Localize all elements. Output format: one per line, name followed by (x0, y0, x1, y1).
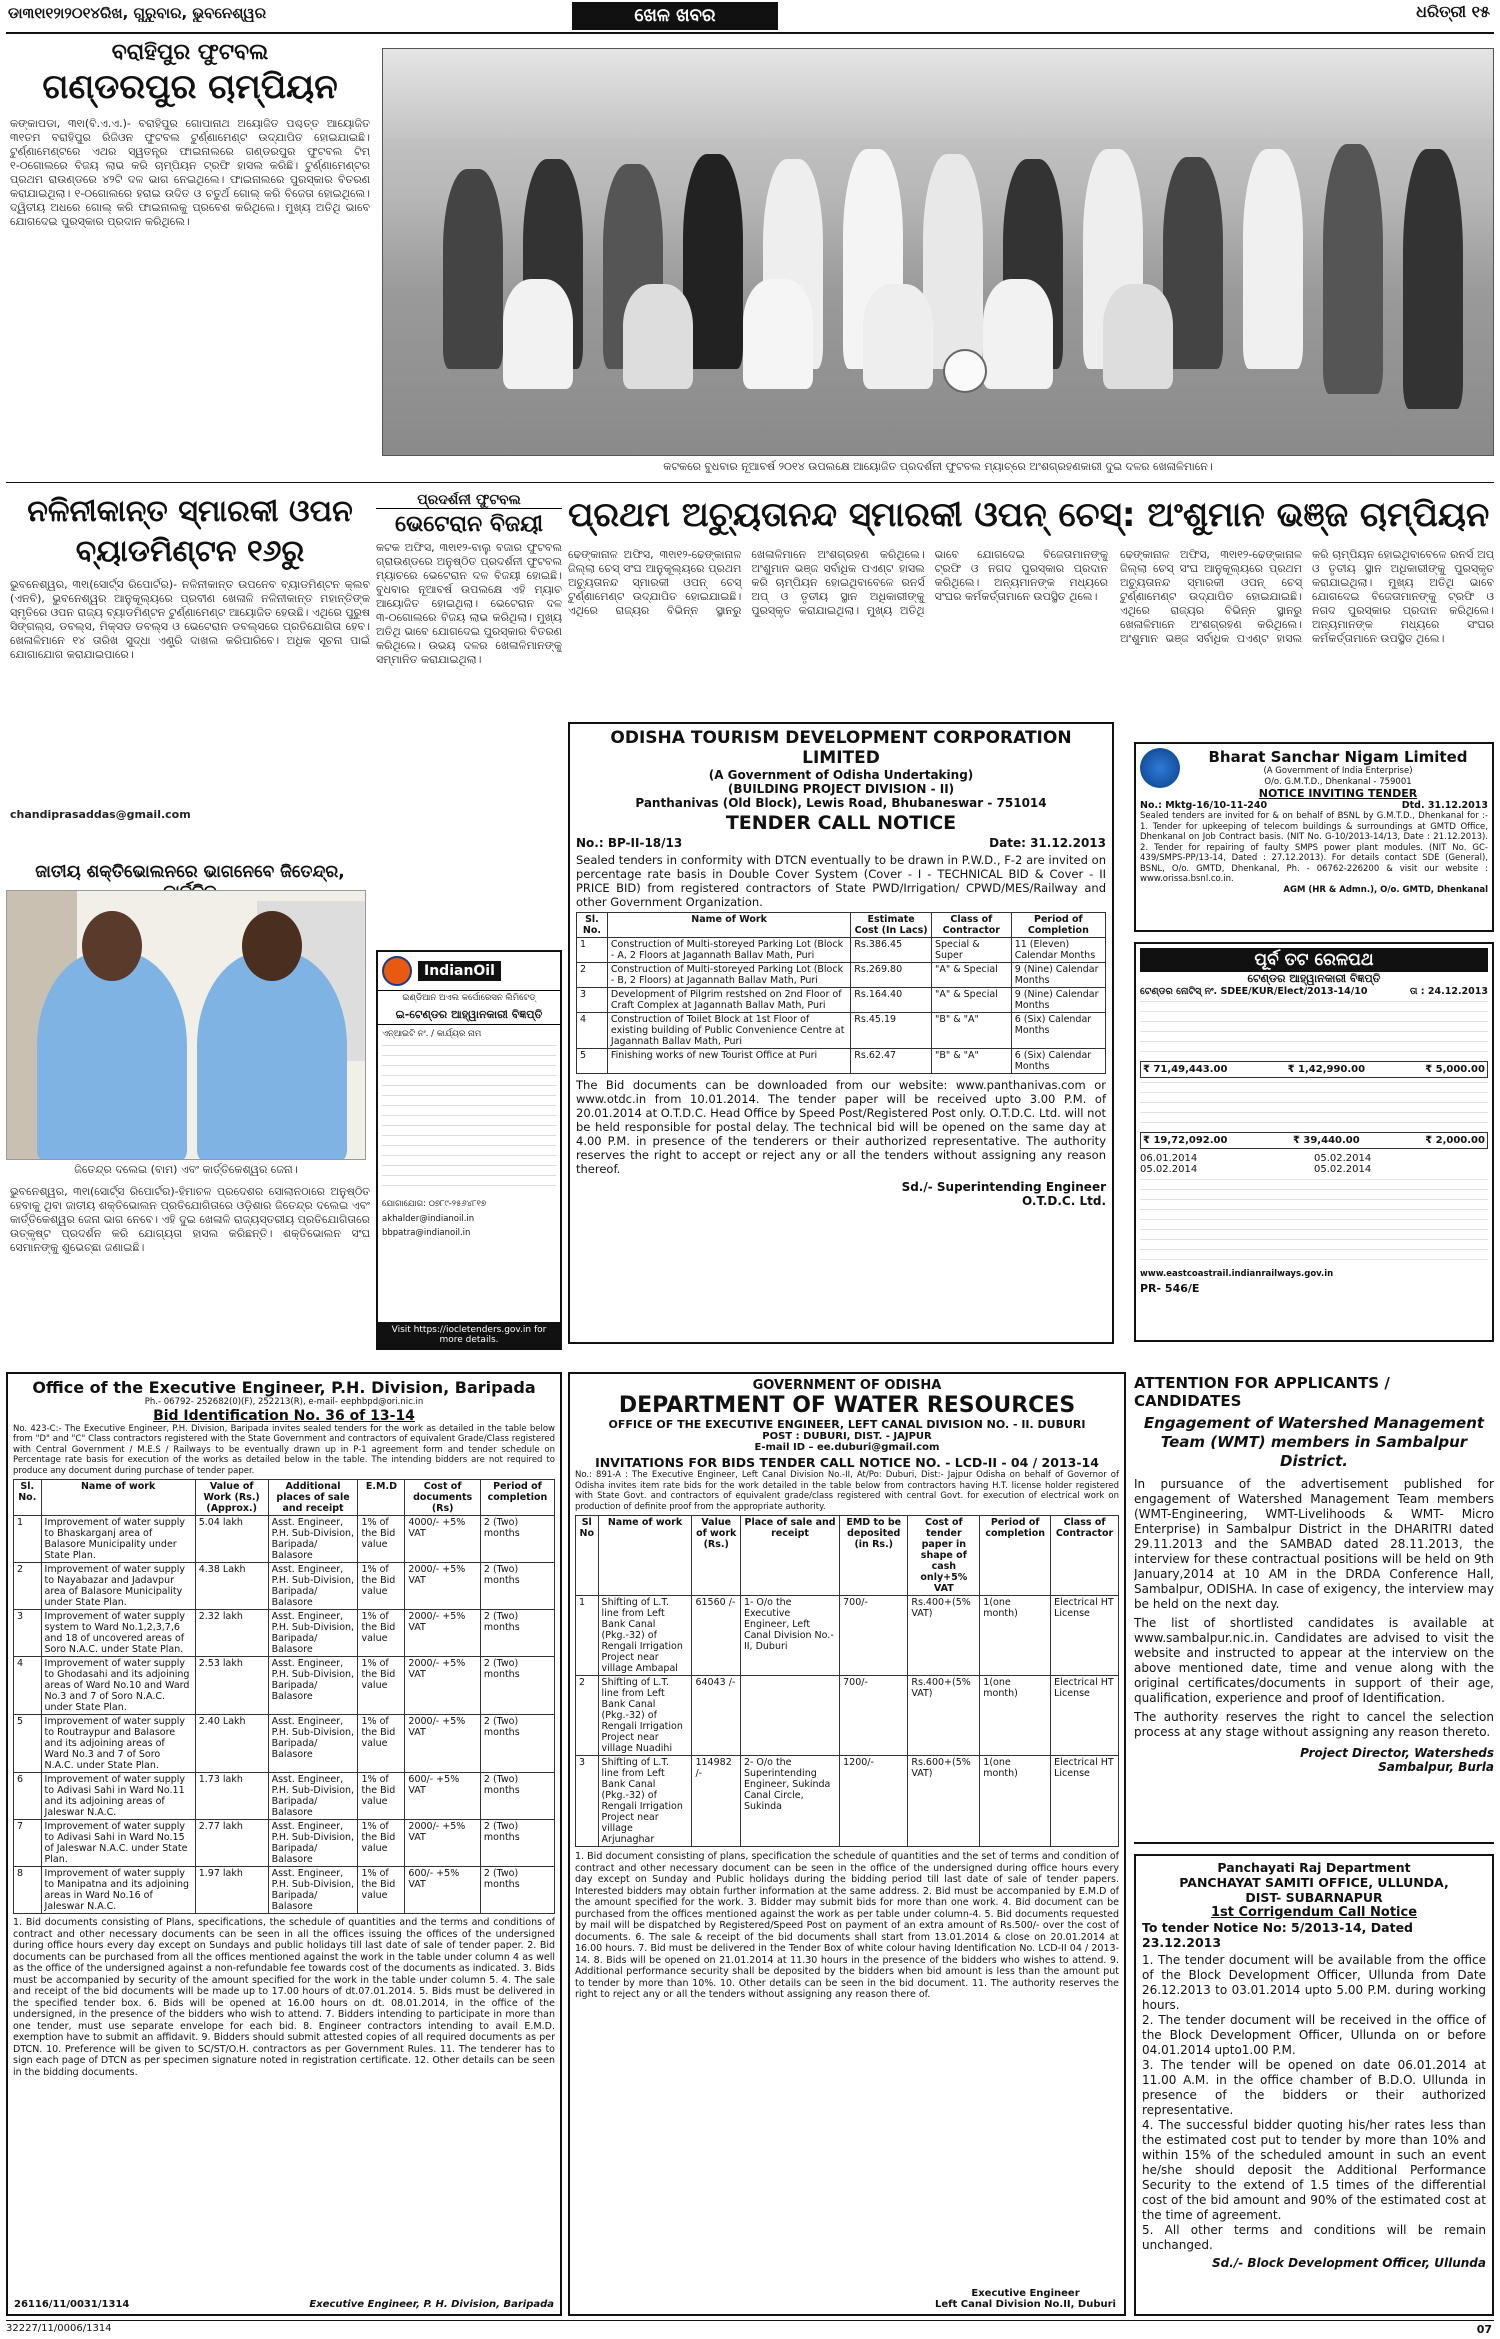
footer-page: 07 (1476, 2323, 1492, 2336)
bsnl-tender (1134, 742, 1494, 932)
table-cell: 1% of the Bid value (358, 1516, 405, 1563)
cell: Rs.386.45 (851, 938, 932, 963)
date: 05.02.2014 (1314, 1153, 1372, 1164)
cell: Rs.269.80 (851, 963, 932, 988)
cell: Construction of Multi-storeyed Parking Lot (Block - A, 2 Floors at Jagannath Ballav Math, Puri (607, 938, 850, 963)
column-header: Name of Work (607, 913, 850, 938)
org-contact: Ph.- 06792- 252682(0)(F), 252213(R), e-mail- eephbpd@ori.nic.in (144, 1397, 424, 1407)
table-cell: 2.32 lakh (195, 1610, 268, 1657)
column-header: Value of work (Rs.) (692, 1516, 740, 1596)
contact-email: chandiprasaddas@gmail.com (10, 808, 191, 821)
notice-para: In pursuance of the advertisement published for engagement of Watershed Management Team members (WMT-Engineering, WMT-Livelihoods & WMT- Micro Enterprise) in Sambalpur District in the DHARITRI dated 29.11.2013 and the SAMBAD dated 28.11.2013, the interview for these contractual positions will be held on 9th January,2014 at 10 AM in the DRDA Conference Hall, Sambalpur, ODISHA. In case of exigency, the interview may be held on the next day. (1134, 1477, 1494, 1611)
column-header: Name of work (598, 1516, 692, 1596)
signature: Project Director, Watersheds (1300, 1746, 1494, 1760)
table-cell (740, 1676, 839, 1756)
table-cell: Asst. Engineer, P.H. Sub-Division, Baripada/ Balasore (268, 1773, 358, 1820)
table-row (14, 1516, 555, 1563)
story-chess (568, 492, 1494, 538)
column-header: Place of sale and receipt (740, 1516, 839, 1596)
water-resources-tender (568, 1372, 1126, 2316)
table-cell: 64043 /- (692, 1676, 740, 1756)
list-item: 3. The tender will be opened on date 06.01.2014 at 11.00 A.M. in the office chamber of B.D.O. Ullunda in presence of the bidders or their authorized representative. (1142, 2058, 1486, 2117)
notice-title: ଟେଣ୍ଡର ଆହ୍ୱାନକାରୀ ବିଜ୍ଞପ୍ତି (1247, 972, 1381, 985)
wmt-notice (1134, 1374, 1494, 1844)
org-office: O/o. G.M.T.D., Dhenkanal - 759001 (1264, 776, 1412, 787)
table-row (577, 963, 1106, 988)
footer-rule (6, 2320, 1494, 2321)
table-cell: 1% of the Bid value (358, 1867, 405, 1914)
table-row (14, 1657, 555, 1715)
table-cell: Asst. Engineer, P.H. Sub-Division, Baripada/ Balasore (268, 1820, 358, 1867)
table-cell: 2 (Two) months (480, 1563, 554, 1610)
pr-number: PR- 546/E (1140, 1281, 1200, 1295)
signature-office: Sambalpur, Burla (1378, 1760, 1494, 1774)
story-headline: ଗଣ୍ଡରପୁର ଚାମ୍ପିୟନ (42, 67, 338, 107)
cell: 2 (577, 963, 608, 988)
table-cell: 2 (14, 1563, 42, 1610)
signature-org: O.T.D.C. Ltd. (1021, 1194, 1106, 1208)
table-cell: Asst. Engineer, P.H. Sub-Division, Baripada/ Balasore (268, 1563, 358, 1610)
amount: ₹ 2,000.00 (1425, 1135, 1485, 1146)
table-cell: 2 (Two) months (480, 1820, 554, 1867)
table-row (14, 1867, 555, 1914)
column-header: Name of work (41, 1480, 195, 1516)
table-cell: Improvement of water supply system to Ward No.1,2,3,7,6 and 18 of uncovered areas of Soro N.A.C. under State Plan. (41, 1610, 195, 1657)
ecr-work-1 (1140, 1001, 1488, 1061)
story-body: ଭୁବନେଶ୍ୱର, ୩୧ା(ସୋର୍ଟ୍ସ ରିପୋର୍ଟର)-ହିମାଚଳ ପ୍ରଦେଶର ସୋଲାନଠାରେ ଅନୁଷ୍ଠିତ ହେବାକୁ ଥିବା ଜାତୀୟ ଶକ୍ତିଭୋଲନ ପ୍ରତିଯୋଗିତାରେ ଓଡ଼ିଶାର ଜିତେନ୍ଦ୍ର ଦଲେଇ ଏବଂ କାର୍ତ୍ତିକେଶ୍ୱର ଜେନା ଭାଗ ନେବେ। ଏହି ଦୁଇ ଖେଳାଳି ରାଜ୍ୟସ୍ତରୀୟ ପ୍ରତିଯୋଗିତାରେ ଉତ୍କୃଷ୍ଟ ପ୍ରଦର୍ଶନ କରି ଯୋଗ୍ୟତା ହାସଲ କରିଛନ୍ତି। ଶକ୍ତିଭୋଲନ ସଂଘ ସେମାନଙ୍କୁ ଶୁଭେଚ୍ଛା ଜଣାଇଛି। (10, 1185, 370, 1254)
cell: 9 (Nine) Calendar Months (1011, 988, 1105, 1013)
org-post: POST : DUBURI, DIST. - JAJPUR (762, 1431, 932, 1442)
table-cell: 4 (14, 1657, 42, 1715)
table-row (577, 988, 1106, 1013)
table-cell: 1% of the Bid value (358, 1657, 405, 1715)
table-cell: 1% of the Bid value (358, 1715, 405, 1773)
table-cell: 1% of the Bid value (358, 1820, 405, 1867)
cell: Special & Super (931, 938, 1011, 963)
table-cell: 1 (576, 1596, 599, 1676)
table-cell: 61560 /- (692, 1596, 740, 1676)
ecr-work-2 (1140, 1082, 1488, 1132)
cell: 3 (577, 988, 608, 1013)
section-title: ଖେଳ ଖବର (572, 2, 778, 30)
table-cell: 600/- +5% VAT (405, 1773, 480, 1820)
table-cell: 1- O/o the Executive Engineer, Left Canal Division No.-II, Duburi (740, 1596, 839, 1676)
table-row (14, 1563, 555, 1610)
org-dist: DIST- SUBARNAPUR (1245, 1890, 1383, 1905)
column-header: Cost of tender paper in shape of cash only+5% VAT (908, 1516, 980, 1596)
date: 05.02.2014 (1314, 1164, 1372, 1175)
cell: "B" & "A" (931, 1049, 1011, 1074)
otdc-tender (568, 722, 1114, 1344)
table-cell: 600/- +5% VAT (405, 1867, 480, 1914)
cell: 9 (Nine) Calendar Months (1011, 963, 1105, 988)
cell: 6 (Six) Calendar Months (1011, 1049, 1105, 1074)
list-item: 5. All other terms and conditions will be remain unchanged. (1142, 2223, 1486, 2252)
ref-number: 26116/11/0031/1314 (14, 2299, 130, 2310)
table-cell: 2000/- +5% VAT (405, 1820, 480, 1867)
table-cell: 1(one month) (980, 1756, 1051, 1847)
cell: Construction of Toilet Block at 1st Floor of existing building of Public Convenience Centre at Jagannath Ballav Math, Puri (607, 1013, 850, 1049)
notice-footer: The Bid documents can be downloaded from our website: www.panthanivas.com or www.otdc.in from 10.01.2014. The tender paper will be received upto 3.00 P.M. of 20.01.2014 at O.T.D.C. Head Office by Speed Post/Registered Post only. O.T.D.C. Ltd. will not be held responsible for postal delay. The technical bid will be opened on the same day at 4.00 P.M. in presence of the tenderers or their authorized representative. The authority reserves the right to accept or reject any or all the tenders without assigning any reason thereof. (576, 1078, 1106, 1176)
story-headline: ନଳିନୀକାନ୍ତ ସ୍ମାରକୀ ଓପନ ବ୍ୟାଡମିଣ୍ଟନ ୧୬ରୁ (27, 494, 353, 569)
tender-site: Visit https://iocletenders.gov.in for more details. (378, 1322, 560, 1348)
table-cell: Rs.600+(5% VAT) (908, 1756, 980, 1847)
cell: "B" & "A" (931, 1013, 1011, 1049)
water-table (575, 1515, 1119, 1847)
column-header: Period of Completion (1011, 913, 1105, 938)
table-cell: 8 (14, 1867, 42, 1914)
org-sub: (A Government of Odisha Undertaking) (708, 768, 974, 782)
column-header: Period of completion (480, 1480, 554, 1516)
signature: AGM (HR & Admn.), O/o. GMTD, Dhenkanal (1283, 884, 1488, 895)
table-cell: Rs.400+(5% VAT) (908, 1596, 980, 1676)
cell: 6 (Six) Calendar Months (1011, 1013, 1105, 1049)
indianoil-logo-icon (382, 956, 412, 986)
table-row (577, 938, 1106, 963)
table-cell: 2 (Two) months (480, 1867, 554, 1914)
weightlifters-photo (6, 890, 366, 1160)
column-header: Sl No (576, 1516, 599, 1596)
notice-intro: Sealed tenders in conformity with DTCN eventually to be drawn in P.W.D., F-2 are invited on percentage rate basis in Double Cover System (Cover - I - TECHNICAL BID & Cover - II PRICE BID) from registered contractors of State PWD/Irrigation/ CPWD/MES/Railway and other Government Organization. (576, 853, 1106, 909)
table-cell: Asst. Engineer, P.H. Sub-Division, Baripada/ Balasore (268, 1516, 358, 1563)
cell: "A" & Special (931, 963, 1011, 988)
otdc-table (576, 912, 1106, 1074)
story-veteran (376, 492, 562, 841)
notice-notes: 1. Bid document consisting of plans, specification the schedule of quantities and the set of terms and condition of contract and other necessary document can be seen in the office of the undersigned during office hours every day except on Sunday and Public holidays during the bidding period till last date of sale of tender papers. Interested bidders may obtain further information at the same address. 2. Bid must be accompanied by E.M.D of the amount specified for the work. 3. Bidder may submit bids for more than one work. 4. Bid document can be purchased from the offices mentioned against the work as per table under column-4. 5. Bid documents requested by mail will be dispatched by Registered/Speed Post on payment of an extra amount of Rs.500/- over the cost of documents. 6. The sale & receipt of the bid documents shall start from 13.01.2014 & close on 20.01.2014 at 16.00 hours. 7. Bid must be delivered in the Tender Box of white colour having Identification No. LCD-II 04 / 2013-14. 8. Bids will be opened on 21.01.2014 at 11.30 hours in the presence of the bidders who wishes to attend. 9. Additional performance security shall be deposited by the bidders when bid amount is less than the amount put to tender by more than 10%. 10. Other details can be seen in the bid document. 11. The authority reserves the right to reject any or all the tenders without assigning any reason there of. (575, 1851, 1119, 2000)
tender-title: ଇ-ଟେଣ୍ଡର ଆହ୍ୱାନକାରୀ ବିଜ୍ଞପ୍ତି (378, 1006, 560, 1025)
notice-text: Sealed tenders are invited for & on behalf of BSNL by G.M.T.D., Dhenkanal for :- 1. Tender for upkeeping of telecom buildings & surroundings at GMTD Office, Dhenkanal on Job Contract basis. (NIT No. G-10/2013-14/13, Date : 21.12.2013). 2. Tender for repairing of faulty SMPS power plant modules. (NIT No. GC-439/SMPS-PP/13-14, Dated : 27.12.2013). For details contact SDE (General), BSNL, O/o. GMTD, Dhenkanal, Ph. - 06762-226200 & visit our website : www.orissa.bsnl.co.in. (1140, 811, 1488, 884)
notice-head: ATTENTION FOR APPLICANTS / CANDIDATES (1134, 1374, 1390, 1410)
notice-number: No.: BP-II-18/13 (576, 836, 683, 850)
table-cell: 2 (576, 1676, 599, 1756)
column-header: Estimate Cost (In Lacs) (851, 913, 932, 938)
list-item: 1. The tender document will be available from the office of the Block Development Officer, Ullunda from Date 26.12.2013 to 03.01.2014 upto 5.00 P.M. during working hours. (1142, 1953, 1486, 2012)
signature: Executive Engineer (971, 2288, 1080, 2299)
table-row (14, 1773, 555, 1820)
table-cell: 2.77 lakh (195, 1820, 268, 1867)
column-header: Class of Contractor (1051, 1516, 1119, 1596)
org-name: ODISHA TOURISM DEVELOPMENT CORPORATION LIMITED (610, 728, 1072, 768)
notice-title: INVITATIONS FOR BIDS TENDER CALL NOTICE NO. - LCD-II - 04 / 2013-14 (595, 1455, 1099, 1470)
table-cell: 1.97 lakh (195, 1867, 268, 1914)
org-name: PANCHAYAT SAMITI OFFICE, ULLUNDA, (1179, 1875, 1449, 1890)
tender-line: bbpatra@indianoil.in (382, 1228, 471, 1238)
table-cell: 3 (14, 1610, 42, 1657)
amount: ₹ 1,42,990.00 (1287, 1064, 1366, 1075)
table-cell: 2 (Two) months (480, 1773, 554, 1820)
notice-date: Dtd. 31.12.2013 (1401, 800, 1488, 811)
column-header: Sl. No. (14, 1480, 42, 1516)
story-body: ଢେଙ୍କାନାଳ ଅଫିସ, ୩୧ା୧୨-ଢେଙ୍କାନାଳ ଜିଲ୍ଲା ଚେସ୍ ସଂଘ ଆନୁକୂଲ୍ୟରେ ପ୍ରଥମ ଅଚ୍ୟୁତାନନ୍ଦ ସ୍ମାରକୀ ଓପନ୍ ଚେସ୍ ଟୁର୍ଣ୍ଣାମେଣ୍ଟ ଉଦ୍‌ଯାପିତ ହୋଇଯାଇଛି। ଏଥିରେ ରାଜ୍ୟର ବିଭିନ୍ନ ସ୍ଥାନରୁ ଖେଳାଳିମାନେ ଅଂଶଗ୍ରହଣ କରିଥିଲେ। ଅଂଶୁମାନ ଭଞ୍ଜ ସର୍ବାଧିକ ପଏଣ୍ଟ ହାସଲ କରି ଚାମ୍ପିୟନ ହୋଇଥିବାବେଳେ ରନର୍ସ ଅପ୍ ଓ ତୃତୀୟ ସ୍ଥାନ ଅଧିକାରୀଙ୍କୁ ପୁରସ୍କୃତ କରାଯାଇଥିଲା। ମୁଖ୍ୟ ଅତିଥି ଭାବେ ଯୋଗଦେଇ ବିଜେତାମାନଙ୍କୁ ଟ୍ରଫି ଓ ନଗଦ ପୁରସ୍କାର ପ୍ରଦାନ କରିଥିଲେ। ଅନ୍ୟମାନଙ୍କ ମଧ୍ୟରେ ସଂଘର କର୍ମକର୍ତ୍ତାମାନେ ଉପସ୍ଥିତ ଥିଲେ। (568, 548, 1108, 617)
page-number: ଧରିତ୍ରୀ ୧୫ (1416, 2, 1490, 21)
table-row (14, 1820, 555, 1867)
org-name: ପୂର୍ବ ତଟ ରେଳପଥ (1140, 948, 1488, 972)
date: 06.01.2014 (1140, 1153, 1198, 1164)
team-photo (382, 48, 1494, 456)
table-cell: Improvement of water supply to Bhaskarganj area of Balasore Municipality under State Plan. (41, 1516, 195, 1563)
amount: ₹ 39,440.00 (1292, 1135, 1360, 1146)
amount: ₹ 19,72,092.00 (1143, 1135, 1228, 1146)
notice-para: The list of shortlisted candidates is available at www.sambalpur.nic.in. Candidates are advised to visit the website and instructed to appear at the interview on the above mentioned date, time and venue along with the original certificates/documents in support of their age, qualification, experience and proof of Identification. (1134, 1616, 1494, 1705)
table-cell: 2- O/o the Superintending Engineer, Sukinda Canal Circle, Sukinda (740, 1756, 839, 1847)
phd-table (13, 1479, 555, 1914)
table-cell: Improvement of water supply to Manipatna and its adjoining areas in Ward No.16 of Jaleswar N.A.C. (41, 1867, 195, 1914)
table-cell: 4.38 Lakh (195, 1563, 268, 1610)
org-govt: GOVERNMENT OF ODISHA (752, 1378, 942, 1393)
table-cell: 1% of the Bid value (358, 1610, 405, 1657)
table-cell: Improvement of water supply to Adivasi Sahi in Ward No.15 of Jaleswar N.A.C. under State Plan. (41, 1820, 195, 1867)
story-body: କଟକ ଅଫିସ, ୩୧ା୧୨-ବାଲୁ ବଜାର ଫୁଟବଲ ଗ୍ରାଉଣ୍ଡରେ ଅନୁଷ୍ଠିତ ପ୍ରଦର୍ଶନୀ ଫୁଟବଲ ମ୍ୟାଚରେ ଭେଟେରାନ ଦଳ ବିଜୟୀ ହୋଇଛି। ବୁଧବାର ନୂଆବର୍ଷ ଉପଲକ୍ଷେ ଏହି ମ୍ୟାଚ ଆୟୋଜିତ ହୋଇଥିଲା। ଭେଟେରାନ ଦଳ ୩-୦ଗୋଲରେ ବିଜୟ ଲାଭ କରିଥିଲା। ମୁଖ୍ୟ ଅତିଥି ଭାବେ ଯୋଗଦେଇ ପୁରସ୍କାର ବିତରଣ କରିଥିଲେ। ଉଭୟ ଦଳର ଖେଳାଳିମାନଙ୍କୁ ସମ୍ମାନିତ କରାଯାଇଥିଲା। (376, 541, 562, 666)
header-date: ଡା୩୧ା୧୨ା୨୦୧୪ରିଖ, ଗୁରୁବାର, ଭୁବନେଶ୍ୱର (8, 4, 267, 22)
table-cell: Asst. Engineer, P.H. Sub-Division, Baripada/ Balasore (268, 1867, 358, 1914)
cell: 11 (Eleven) Calendar Months (1011, 938, 1105, 963)
table-cell: 2000/- +5% VAT (405, 1657, 480, 1715)
column-header: E.M.D (358, 1480, 405, 1516)
org-name: ଇଣ୍ଡିଆନ ଅଏଲ କର୍ପୋରେସନ ଲିମିଟେଡ୍ (402, 993, 536, 1003)
table-cell: 1(one month) (980, 1676, 1051, 1756)
table-cell: 7 (14, 1820, 42, 1867)
ecr-tender (1134, 942, 1494, 1342)
table-cell: 2000/- +5% VAT (405, 1563, 480, 1610)
org-dept: Panchayati Raj Department (1217, 1860, 1411, 1875)
header-rule (6, 32, 1494, 34)
cell: Rs.164.40 (851, 988, 932, 1013)
table-cell: 6 (14, 1773, 42, 1820)
table-row (577, 1049, 1106, 1074)
column-header: Class of Contractor (931, 913, 1011, 938)
notice-notes: 1. Bid documents consisting of Plans, specifications, the schedule of quantities and the terms and conditions of contract and other necessary documents can be seen in all the offices issuing the offices of the undersigned during office hours every day except on Sundays and public holidays till last date of sale of tender paper. 2. Bid documents can be purchased from all the offices mentioned against the work in the table under column 4 as well as the office of the undersigned against a non-refundable fee towards cost of the documents as indicated. 3. Bids must be accompanied by security of the amount specified for the work in the table under column 5. 4. The sale and receipt of the bid documents will be made up to 17.00 hours of dt.07.01.2014. 5. Bids must be delivered in the specified tender box. 6. Bids will be opened at 16.00 hours on dt. 08.01.2014, in the office of the undersigned, in the presence of the bidders who wish to attend. 7. Bidders intending to participate in more than one tender, must use separate envelope for each bid. 8. Engineer contractors intending to avail E.M.D. exemption have to submit an affidavit. 9. Bidders should submit attested copies of all required documents as per DTCN. 10. Preference will be given to SC/ST/O.H. contractors as per Government Rules. 11. The tenderer has to sign each page of DTCN as per specimen signature noted in registration certificate. 12. Other details can be seen in the bidding documents. (13, 1917, 555, 2078)
cell: Construction of Multi-storeyed Parking Lot (Block - B, 2 Floors) at Jagannath Ballav Math, Puri (607, 963, 850, 988)
table-cell: Improvement of water supply to Routraypur and Balasore and its adjoining areas of Ward No.3 and 7 of Soro N.A.C. under State Plan. (41, 1715, 195, 1773)
table-cell: 5.04 lakh (195, 1516, 268, 1563)
divider (6, 482, 1494, 483)
signature-office: Left Canal Division No.II, Duburi (935, 2299, 1116, 2310)
table-cell: 1% of the Bid value (358, 1563, 405, 1610)
table-cell: 2 (Two) months (480, 1715, 554, 1773)
story-headline: ଜାତୀୟ ଶକ୍ତିଭୋଲନରେ ଭାଗନେବେ ଜିତେନ୍ଦ୍ର, (35, 862, 345, 882)
ecr-site: www.eastcoastrail.indianrailways.gov.in (1140, 1269, 1334, 1279)
list-item: 2. The tender document will be received in the office of the Block Development Officer, Ullunda on or before 04.01.2014 upto1.00 P.M. (1142, 2013, 1486, 2057)
org-address: Panthanivas (Old Block), Lewis Road, Bhubaneswar - 751014 (635, 796, 1047, 810)
table-cell: 1(one month) (980, 1596, 1051, 1676)
table-cell: 3 (576, 1756, 599, 1847)
cell: 5 (577, 1049, 608, 1074)
org-email: E-mail ID – ee.duburi@gmail.com (754, 1442, 940, 1453)
table-row (576, 1676, 1119, 1756)
table-cell: 700/- (840, 1596, 908, 1676)
notice-ref: To tender Notice No: 5/2013-14, Dated 23.12.2013 (1142, 1920, 1413, 1950)
notice-title: Engagement of Watershed Management Team (WMT) members in Sambalpur District. (1143, 1414, 1485, 1470)
column-header: Cost of documents (Rs) (405, 1480, 480, 1516)
bsnl-logo-icon (1140, 748, 1180, 788)
story-body: ଭୁବନେଶ୍ୱର, ୩୧ା(ସୋର୍ଟ୍ସ ରିପୋର୍ଟର)- ନଳିନୀକାନ୍ତ ଉପନେବ ବ୍ୟାଡମିଣ୍ଟନ କ୍ଲବ (ଏନବି), ଭୁବନେଶ୍ୱର ଆନୁକୂଲ୍ୟରେ ପ୍ରବୀଣ ଖେଳାଳି ନଳିନୀକାନ୍ତ ମହାନ୍ତିଙ୍କ ସ୍ମୃତିରେ ଓପନ ରାଜ୍ୟ ବ୍ୟାଡମିଣ୍ଟନ ଟୁର୍ଣ୍ଣାମେଣ୍ଟ ଆୟୋଜିତ ହେଉଛି। ଏଥିରେ ପୁରୁଷ ସିଙ୍ଗଲ୍ସ, ଡବଲ୍ସ, ମିକ୍ସଡ ଡବଲ୍ସ ଓ ଭେଟେରାନ ଡବଲ୍ସରେ ପ୍ରତିଯୋଗିତା ହେବ। ଖେଳାଳିମାନେ ୧୪ ତାରିଖ ସୁଦ୍ଧା ଏଣ୍ଟ୍ରି ଦାଖଲ କରିପାରିବେ। ଅଧିକ ସୂଚନା ପାଇଁ ଯୋଗାଯୋଗ କରାଯାଇପାରେ। (10, 578, 370, 661)
cell: 1 (577, 938, 608, 963)
table-cell: Electrical HT License (1051, 1756, 1119, 1847)
notice-date: Date: 31.12.2013 (989, 836, 1106, 850)
phd-tender (6, 1372, 562, 2316)
table-cell: 2.40 Lakh (195, 1715, 268, 1773)
table-cell: Shifting of L.T. line from Left Bank Canal (Pkg.-32) of Rengali Irrigation Project near village Ambapal (598, 1596, 692, 1676)
table-row (577, 1013, 1106, 1049)
table-cell: 2 (Two) months (480, 1657, 554, 1715)
notice-intro: No.: 891-A : The Executive Engineer, Left Canal Division No.-II, At/Po: Duburi, Dist:- Jajpur Odisha on behalf of Governor of Odisha invites item rate bids for the work detailed in the table below from contractors having H.T. license holder registered with State Govt. and contractors of equivalent grade/class registered with central Govt. for execution of electrical work on production of definite proof from the appropriate authority. (575, 1470, 1119, 1512)
amount: ₹ 71,49,443.00 (1143, 1064, 1228, 1075)
cell: 4 (577, 1013, 608, 1049)
football-icon (943, 349, 987, 393)
table-cell: 1.73 lakh (195, 1773, 268, 1820)
table-row (14, 1715, 555, 1773)
table-cell: 1% of the Bid value (358, 1773, 405, 1820)
column-header: Period of completion (980, 1516, 1051, 1596)
cell: "A" & Special (931, 988, 1011, 1013)
notice-number: No.: Mktg-16/10-11-240 (1140, 800, 1268, 811)
story-body-cont: ଢେଙ୍କାନାଳ ଅଫିସ, ୩୧ା୧୨-ଢେଙ୍କାନାଳ ଜିଲ୍ଲା ଚେସ୍ ସଂଘ ଆନୁକୂଲ୍ୟରେ ପ୍ରଥମ ଅଚ୍ୟୁତାନନ୍ଦ ସ୍ମାରକୀ ଓପନ୍ ଚେସ୍ ଟୁର୍ଣ୍ଣାମେଣ୍ଟ ଉଦ୍‌ଯାପିତ ହୋଇଯାଇଛି। ଏଥିରେ ରାଜ୍ୟର ବିଭିନ୍ନ ସ୍ଥାନରୁ ଖେଳାଳିମାନେ ଅଂଶଗ୍ରହଣ କରିଥିଲେ। ଅଂଶୁମାନ ଭଞ୍ଜ ସର୍ବାଧିକ ପଏଣ୍ଟ ହାସଲ କରି ଚାମ୍ପିୟନ ହୋଇଥିବାବେଳେ ରନର୍ସ ଅପ୍ ଓ ତୃତୀୟ ସ୍ଥାନ ଅଧିକାରୀଙ୍କୁ ପୁରସ୍କୃତ କରାଯାଇଥିଲା। ମୁଖ୍ୟ ଅତିଥି ଭାବେ ଯୋଗଦେଇ ବିଜେତାମାନଙ୍କୁ ଟ୍ରଫି ଓ ନଗଦ ପୁରସ୍କାର ପ୍ରଦାନ କରିଥିଲେ। ଅନ୍ୟମାନଙ୍କ ମଧ୍ୟରେ ସଂଘର କର୍ମକର୍ତ୍ତାମାନେ ଉପସ୍ଥିତ ଥିଲେ। (1120, 548, 1494, 645)
table-row (14, 1610, 555, 1657)
amount: ₹ 5,000.00 (1425, 1064, 1485, 1075)
photo-caption: କଟକରେ ବୁଧବାର ନୂଆବର୍ଷ ୨୦୧୪ ଉପଲକ୍ଷେ ଆୟୋଜିତ ପ୍ରଦର୍ଶନୀ ଫୁଟବଲ ମ୍ୟାଚ୍‌ରେ ଅଂଶଗ୍ରହଣକାରୀ ଦୁଇ ଦଳର ଖେଳାଳିମାନେ। (663, 460, 1213, 473)
table-cell: 700/- (840, 1676, 908, 1756)
org-name: Bharat Sanchar Nigam Limited (1208, 748, 1468, 766)
table-cell: 4000/- +5% VAT (405, 1516, 480, 1563)
notice-title: TENDER CALL NOTICE (725, 812, 957, 834)
org-name: Office of the Executive Engineer, P.H. Division, Baripada (32, 1378, 536, 1397)
table-cell: 2000/- +5% VAT (405, 1715, 480, 1773)
org-name: DEPARTMENT OF WATER RESOURCES (618, 1393, 1076, 1418)
table-cell: Improvement of water supply to Ghodasahi and its adjoining areas of Ward No.10 and Ward No.3 and 7 of Soro N.A.C. under State Plan. (41, 1657, 195, 1715)
indianoil-tender (376, 950, 562, 1350)
table-cell: Improvement of water supply to Adivasi Sahi in Ward No.11 and its adjoining areas of Jaleswar N.A.C. (41, 1773, 195, 1820)
signature: Executive Engineer, P. H. Division, Baripada (309, 2299, 554, 2310)
notice-title: 1st Corrigendum Call Notice (1210, 1905, 1418, 1920)
table-row (576, 1596, 1119, 1676)
tender-line: akhalder@indianoil.in (382, 1213, 475, 1224)
table-cell: Asst. Engineer, P.H. Sub-Division, Baripada/ Balasore (268, 1715, 358, 1773)
footer-ref: 32227/11/0006/1314 (6, 2323, 112, 2334)
column-header: EMD to be deposited (in Rs.) (840, 1516, 908, 1596)
photo-caption: ଜିତେନ୍ଦ୍ର ଦଲେଇ (ବାମ) ଏବଂ କାର୍ତ୍ତିକେଶ୍ୱର ଜେନା। (74, 1163, 298, 1176)
cell: Rs.45.19 (851, 1013, 932, 1049)
story-gandarpur (10, 40, 370, 457)
table-cell: Asst. Engineer, P.H. Sub-Division, Baripada/ Balasore (268, 1610, 358, 1657)
table-cell: Rs.400+(5% VAT) (908, 1676, 980, 1756)
table-cell: Electrical HT License (1051, 1596, 1119, 1676)
table-cell: 2000/- +5% VAT (405, 1610, 480, 1657)
org-division: (BUILDING PROJECT DIVISION - II) (727, 782, 955, 796)
org-sub: (A Government of India Enterprise) (1263, 766, 1413, 776)
tender-line: ଏନ୍‌ଆଇଟି ନଂ. / କାର୍ଯ୍ୟର ନାମ (382, 1028, 482, 1039)
list-item: 4. The successful bidder quoting his/her rates less than the estimated cost put to tender by more than 10% and within 15% of the scheduled amount in such an event he/she should deposit the Additional Performance Security to the extend of 1.5 times of the differential cost of the bid amount and 90% of the estimated cost at the time of agreement. (1142, 2118, 1486, 2222)
brand-name: IndianOil (418, 961, 501, 981)
table-cell: Asst. Engineer, P.H. Sub-Division, Baripada/ Balasore (268, 1657, 358, 1715)
story-badminton (10, 492, 370, 822)
org-office: OFFICE OF THE EXECUTIVE ENGINEER, LEFT CANAL DIVISION NO. - II. DUBURI (608, 1418, 1086, 1431)
signature: Sd./- Superintending Engineer (901, 1180, 1106, 1194)
ecr-notes (1140, 1179, 1488, 1269)
ullunda-notice (1134, 1854, 1494, 2316)
notice-number: ଟେଣ୍ଡର ନୋଟିସ୍ ନଂ. SDEE/KUR/Elect/2013-14/10 (1140, 986, 1368, 997)
column-header: Additional places of sale and receipt (268, 1480, 358, 1516)
table-cell: 2 (Two) months (480, 1610, 554, 1657)
table-cell: 114982 /- (692, 1756, 740, 1847)
bid-id: Bid Identification No. 36 of 13-14 (153, 1407, 415, 1424)
table-cell: 5 (14, 1715, 42, 1773)
notice-intro: No. 423-C:- The Executive Engineer, P.H. Division, Baripada invites sealed tenders for the work as detailed in the table below from "D" and "C" Class contractors registered with the State Government and contractors of equivalent Grade/Class registered with Central Government / M.E.S / Railways to be eventually drawn up in P-1 agreement form and tender schedule on Percentage rate basis for execution of the works as detailed below in the table. The intending bidders are not required to produce any document during purchase of tender paper. (13, 1423, 555, 1476)
table-cell: 2 (Two) months (480, 1516, 554, 1563)
column-header: Value of Work (Rs.) (Approx.) (195, 1480, 268, 1516)
tender-line: ଯୋଗାଯୋଗ: ୦୭୮୯-୨୫୬୪୮୧୭ (382, 1199, 487, 1209)
date: 05.02.2014 (1140, 1164, 1198, 1175)
table-cell: 1200/- (840, 1756, 908, 1847)
table-cell: Shifting of L.T. line from Left Bank Canal (Pkg.-32) of Rengali Irrigation Project near village Arjunaghar (598, 1756, 692, 1847)
table-cell: Electrical HT License (1051, 1676, 1119, 1756)
cell: Finishing works of new Tourist Office at Puri (607, 1049, 850, 1074)
notice-date: ତା : 24.12.2013 (1409, 986, 1488, 997)
notice-title: NOTICE INVITING TENDER (1258, 787, 1418, 800)
cell: Rs.62.47 (851, 1049, 932, 1074)
story-headline: ପ୍ରଥମ ଅଚ୍ୟୁତାନନ୍ଦ ସ୍ମାରକୀ ଓପନ୍ ଚେସ୍: ଅଂଶୁମାନ ଭଞ୍ଜ ଚାମ୍ପିୟନ (568, 495, 1490, 535)
column-header: Sl. No. (577, 913, 608, 938)
signature: Sd./- Block Development Officer, Ullunda (1212, 2256, 1486, 2270)
story-body: କଙ୍କାପଡା, ୩୧ା(ବି.ଏ.ଏ.)- ବରାହିପୁର ଗୋପାନାଥ ଅୟୋଜିତ ପଶ୍ଚତ୍ତ ଆୟୋଜିତ ୩୧ତମ ବରାହିପୁର ରିଜିଓନ ଫୁଟବଲ ଟୁର୍ଣ୍ଣାମେଣ୍ଟ ଉଦ୍‌ଯାପିତ ହୋଇଯାଇଛି। ଟୁର୍ଣ୍ଣାମେଣ୍ଟରେ ଏଥର ସ୍ୱତନ୍ତ୍ର ଫାଇନାଲରେ ଗଣ୍ଡରପୁର ଫୁଟବଲ ଟିମ୍ ୧-୦ଗୋଲରେ ବିଜୟ ଲାଭ କରି ଚାମ୍ପିୟନ ଟ୍ରଫି ହାସଲ କରିଛି। ଟୁର୍ଣ୍ଣାମେଣ୍ଟର ପ୍ରଥମ ରାଉଣ୍ଡରେ ୪୨ଟି ଦଳ ଭାଗ ନେଇଥିଲେ। ଫାଇନାଲରେ ପୁରସ୍କାର ବିତରଣ କରାଯାଇଥିଲା। ୧-୦ଗୋଲରେ ହରାଇ ଉଦିତ ଓ ଚତୁର୍ଥ ଗୋଲ୍ କରି ବିଜେତା ହୋଇଥିଲେ। ଦ୍ୱିତୀୟ ଅଧରେ ଗୋଲ୍ କରି ଫାଇନାଲକୁ ପ୍ରବେଶ କରିଥିଲେ। ମୁଖ୍ୟ ଅତିଥି ଭାବେ ଯୋଗଦେଇ ପୁରସ୍କାର ପ୍ରଦାନ କରିଥିଲେ। (10, 117, 370, 228)
table-row (576, 1756, 1119, 1847)
table-cell: 2.53 lakh (195, 1657, 268, 1715)
notice-para: The authority reserves the right to cancel the selection process at any stage without assigning any reason thereto. (1134, 1710, 1494, 1739)
story-kicker: ପ୍ରଦର୍ଶନୀ ଫୁଟବଲ (376, 492, 562, 509)
story-kicker: ବରାହିପୁର ଫୁଟବଲ (111, 40, 269, 65)
table-cell: Improvement of water supply to Nayabazar and Jadavpur area of Balasore Municipality under State Plan. (41, 1563, 195, 1610)
story-headline: ଭେଟେରାନ ବିଜୟୀ (394, 512, 544, 537)
tender-details (382, 1045, 556, 1195)
table-cell: 1 (14, 1516, 42, 1563)
cell: Development of Pilgrim restshed on 2nd Floor of Craft Complex at Jagannath Ballav Math, Puri (607, 988, 850, 1013)
table-cell: Shifting of L.T. line from Left Bank Canal (Pkg.-32) of Rengali Irrigation Project near village Nuadihi (598, 1676, 692, 1756)
